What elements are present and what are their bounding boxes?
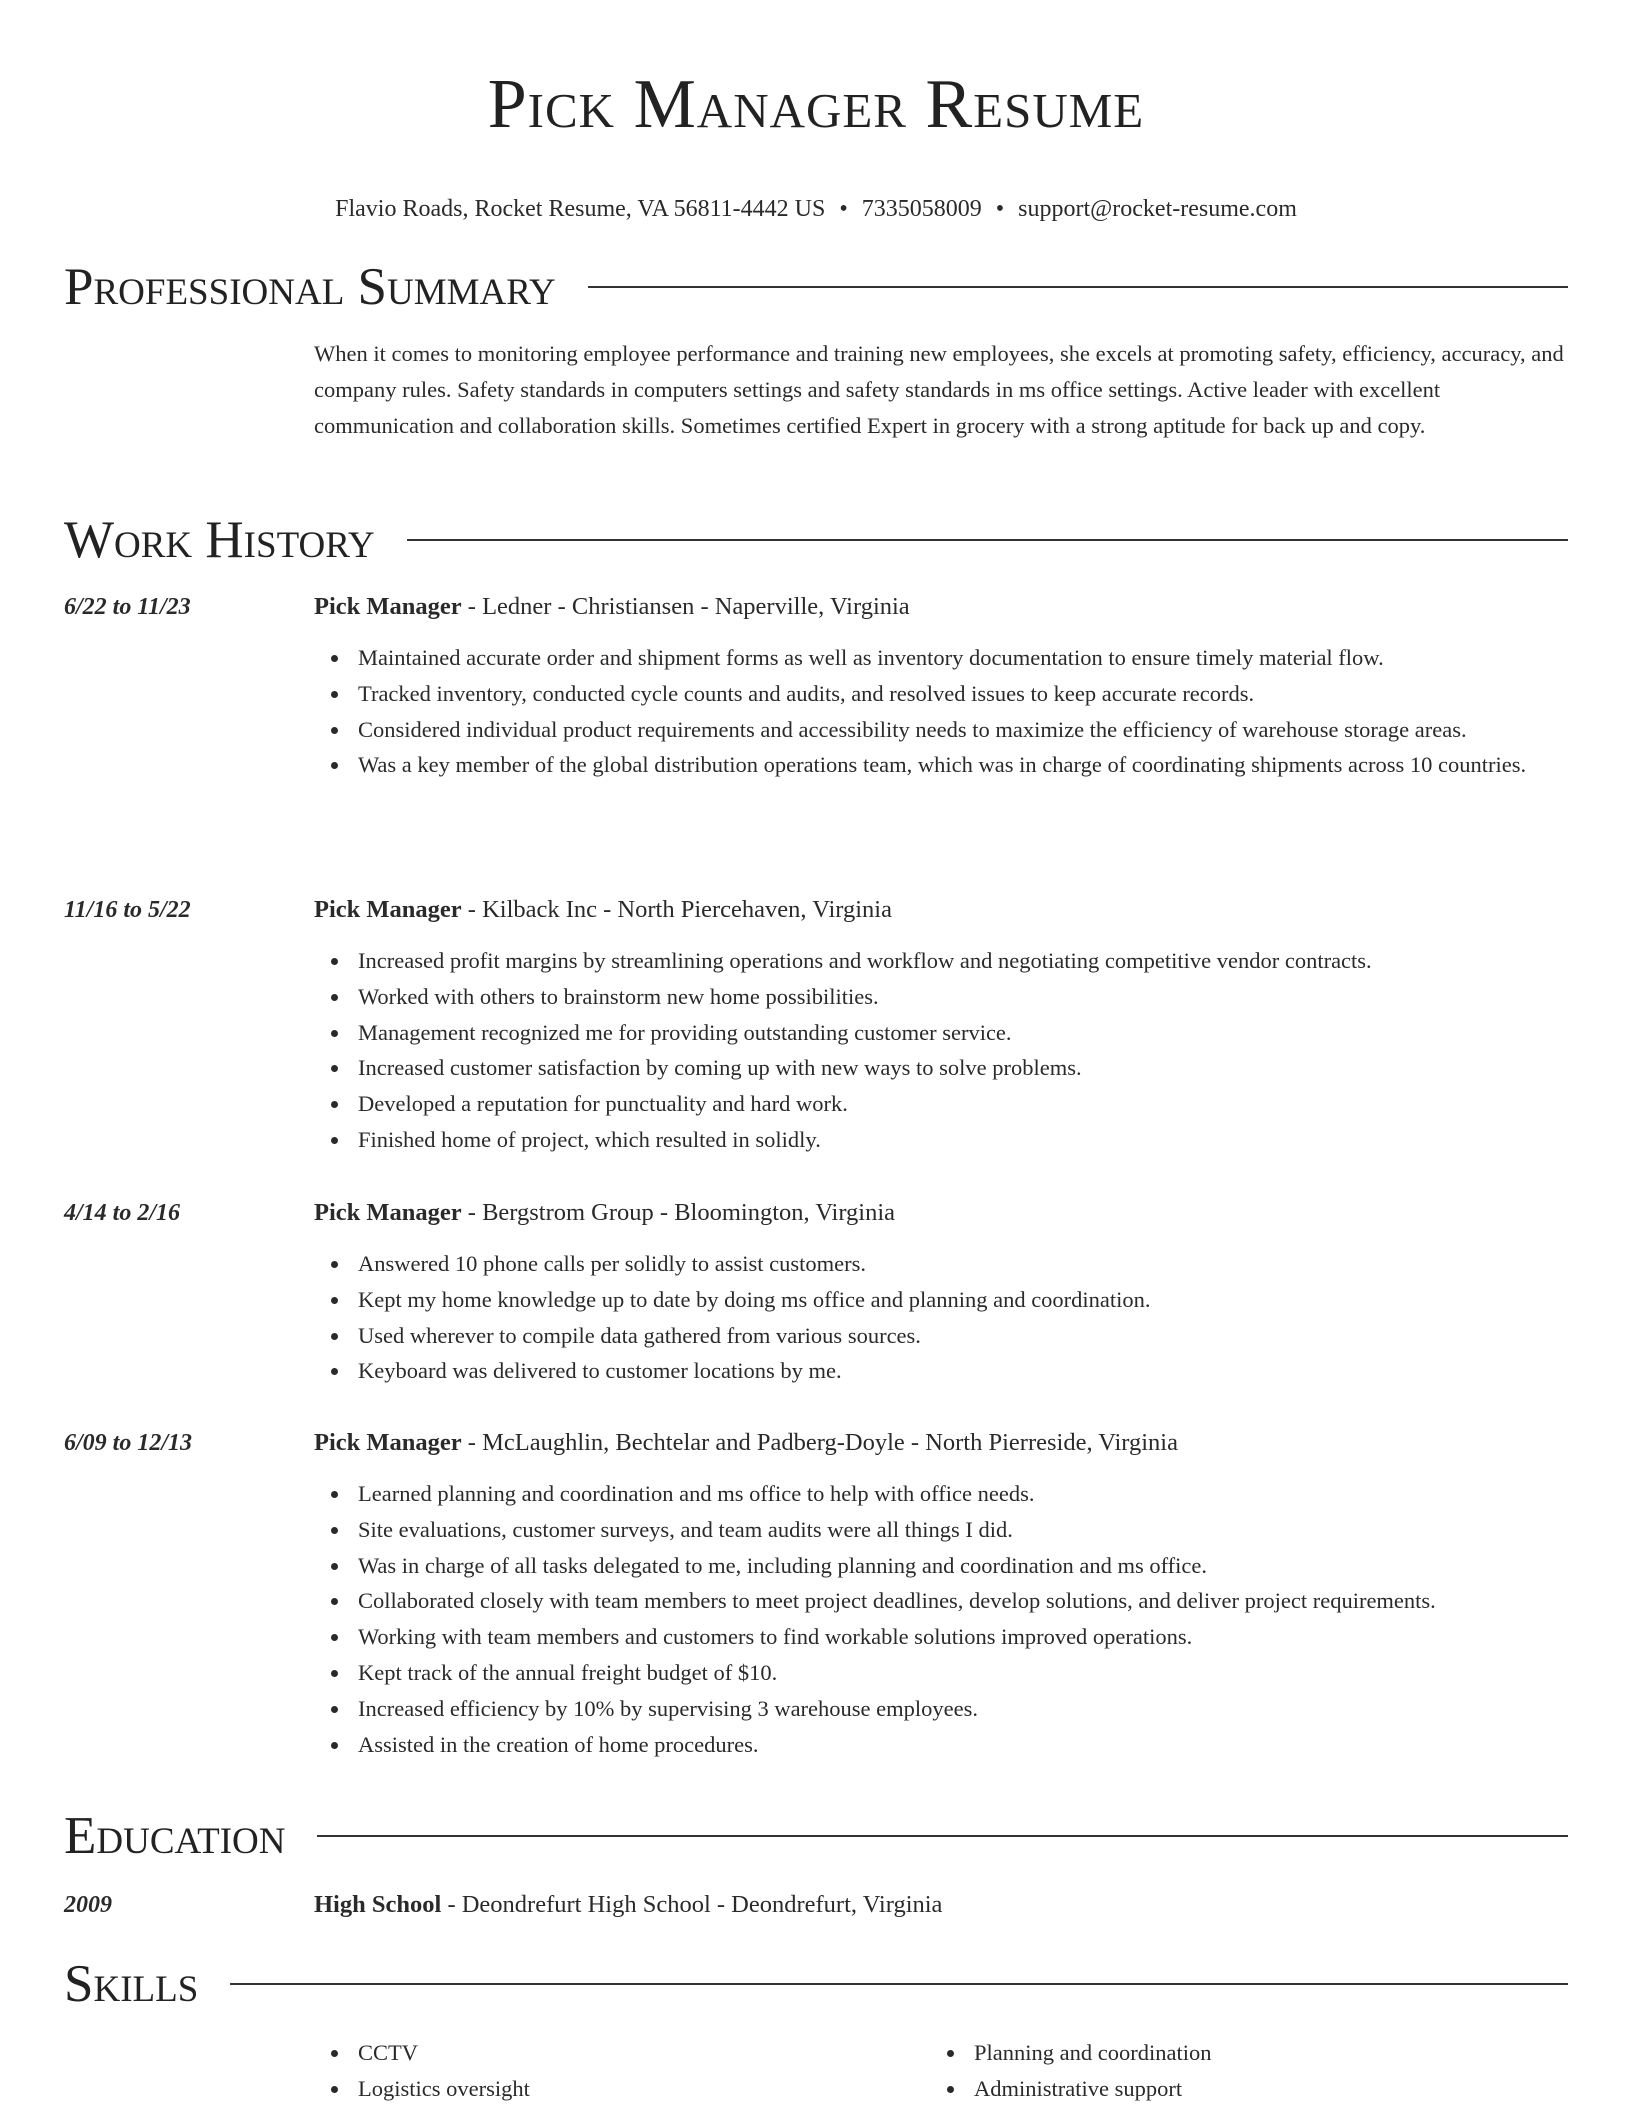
summary-section xyxy=(64,257,1568,317)
separator-dot: • xyxy=(839,196,848,222)
list-item: Working with team members and customers to find workable solutions improved operations. xyxy=(358,1619,1612,1655)
education-details: - Deondrefurt High School - Deondrefurt, Virginia xyxy=(441,1891,943,1918)
list-item: Increased profit margins by streamlining operations and workflow and negotiating competitive vendor contracts. xyxy=(358,943,1612,979)
education-section xyxy=(64,1806,1568,1866)
resume-title: Pick Manager Resume xyxy=(487,66,1145,143)
summary-text: When it comes to monitoring employee performance and training new employees, she excels at promoting safety, efficiency, accuracy, and company rules. Safety standards in computers settings and safety standards in ms office settings. Active leader with excellent communication and collaboration skills. Sometimes certified Expert in grocery with a strong aptitude for back up and copy. xyxy=(314,341,1564,438)
job-role: Pick Manager xyxy=(314,593,462,620)
section-title: Skills xyxy=(64,1955,199,2013)
job-dates: 4/14 to 2/16 xyxy=(64,1200,181,1226)
skill-item: Administrative support xyxy=(974,2071,1534,2107)
list-item: Increased efficiency by 10% by supervising 3 warehouse employees. xyxy=(358,1691,1612,1727)
job-heading xyxy=(314,895,892,925)
section-header xyxy=(64,510,1568,570)
job-details: - Ledner - Christiansen - Naperville, Virginia xyxy=(461,593,910,620)
contact-phone: 7335058009 xyxy=(861,196,982,222)
list-item: Collaborated closely with team members to meet project deadlines, develop solutions, and deliver project requirements. xyxy=(358,1583,1612,1619)
list-item: Site evaluations, customer surveys, and team audits were all things I did. xyxy=(358,1512,1612,1548)
list-item: Considered individual product requirements and accessibility needs to maximize the efficiency of warehouse storage areas. xyxy=(358,712,1612,748)
skills-column-right xyxy=(930,2035,1534,2107)
job-heading xyxy=(314,1428,1178,1458)
education-degree: High School xyxy=(314,1891,442,1918)
list-item: Worked with others to brainstorm new home possibilities. xyxy=(358,979,1612,1015)
education-heading xyxy=(314,1890,942,1920)
contact-email: support@rocket-resume.com xyxy=(1018,196,1297,222)
job-heading xyxy=(314,592,910,622)
skill-item: CCTV xyxy=(358,2035,918,2071)
section-title: Work History xyxy=(64,511,375,569)
list-item: Finished home of project, which resulted in solidly. xyxy=(358,1122,1612,1158)
list-item: Answered 10 phone calls per solidly to assist customers. xyxy=(358,1246,1612,1282)
job-role: Pick Manager xyxy=(314,1429,462,1456)
list-item: Developed a reputation for punctuality and hard work. xyxy=(358,1086,1612,1122)
list-item: Assisted in the creation of home procedures. xyxy=(358,1727,1612,1763)
list-item: Tracked inventory, conducted cycle counts and audits, and resolved issues to keep accurate records. xyxy=(358,676,1612,712)
skills-section xyxy=(64,1954,1568,2014)
section-divider xyxy=(317,1835,1568,1837)
list-item: Was a key member of the global distribution operations team, which was in charge of coordinating shipments across 10 countries. xyxy=(358,747,1612,783)
job-bullets xyxy=(314,1246,1612,1389)
job-dates: 6/22 to 11/23 xyxy=(64,594,191,620)
skill-item: Planning and coordination xyxy=(974,2035,1534,2071)
job-role: Pick Manager xyxy=(314,1199,462,1226)
list-item: Increased customer satisfaction by coming up with new ways to solve problems. xyxy=(358,1050,1612,1086)
skills-list xyxy=(64,2035,1568,2107)
job-role: Pick Manager xyxy=(314,896,462,923)
list-item: Management recognized me for providing outstanding customer service. xyxy=(358,1015,1612,1051)
job-bullets xyxy=(314,640,1612,783)
list-item: Learned planning and coordination and ms office to help with office needs. xyxy=(358,1476,1612,1512)
list-item: Kept track of the annual freight budget of $10. xyxy=(358,1655,1612,1691)
separator-dot: • xyxy=(995,196,1005,222)
list-item: Maintained accurate order and shipment forms as well as inventory documentation to ensure timely material flow. xyxy=(358,640,1612,676)
job-details: - McLaughlin, Bechtelar and Padberg-Doyle - North Pierreside, Virginia xyxy=(461,1429,1178,1456)
skill-item: Logistics oversight xyxy=(358,2071,918,2107)
list-item: Used wherever to compile data gathered from various sources. xyxy=(358,1318,1612,1354)
skills-column-left xyxy=(314,2035,918,2107)
education-year: 2009 xyxy=(64,1892,112,1918)
job-heading xyxy=(314,1198,895,1228)
section-title: Education xyxy=(64,1807,286,1865)
contact-line xyxy=(64,195,1568,223)
job-bullets xyxy=(314,1476,1612,1762)
job-dates: 11/16 to 5/22 xyxy=(64,897,191,923)
list-item: Keyboard was delivered to customer locations by me. xyxy=(358,1353,1612,1389)
section-divider xyxy=(588,286,1568,288)
contact-address: Flavio Roads, Rocket Resume, VA 56811-4442 US xyxy=(335,196,826,222)
job-bullets xyxy=(314,943,1612,1158)
work-history-section xyxy=(64,510,1568,570)
list-item: Kept my home knowledge up to date by doing ms office and planning and coordination. xyxy=(358,1282,1612,1318)
job-dates: 6/09 to 12/13 xyxy=(64,1430,193,1456)
section-header xyxy=(64,1806,1568,1866)
resume-page xyxy=(64,0,1568,2101)
section-header xyxy=(64,1954,1568,2014)
job-details: - Kilback Inc - North Piercehaven, Virginia xyxy=(461,896,892,923)
section-header xyxy=(64,257,1568,317)
section-divider xyxy=(230,1983,1568,1985)
job-details: - Bergstrom Group - Bloomington, Virginia xyxy=(461,1199,896,1226)
section-title: Professional Summary xyxy=(64,258,556,316)
section-divider xyxy=(407,539,1568,541)
list-item: Was in charge of all tasks delegated to me, including planning and coordination and ms office. xyxy=(358,1548,1612,1584)
